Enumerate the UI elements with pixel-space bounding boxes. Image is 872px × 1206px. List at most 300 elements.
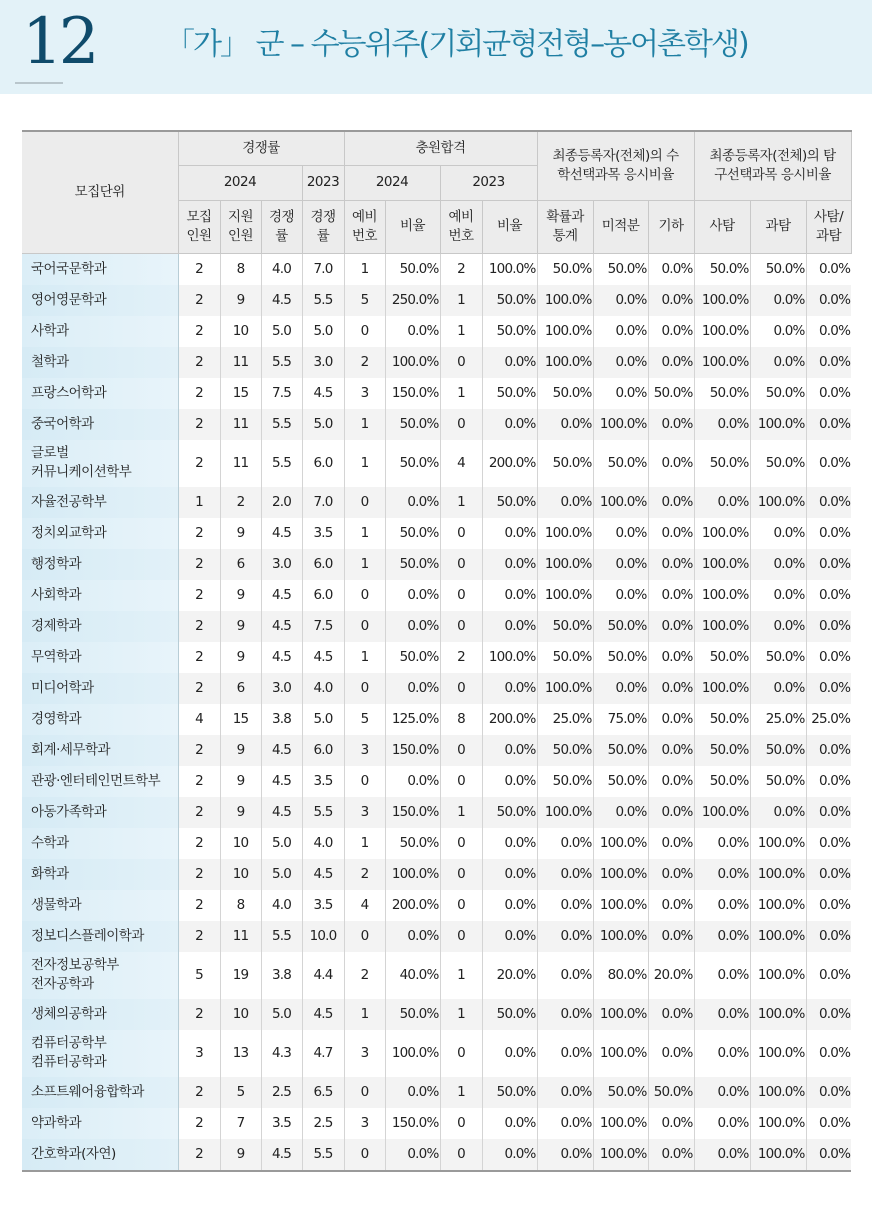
table-cell: 3.5 [302, 890, 344, 921]
table-cell: 100.0% [385, 1030, 440, 1077]
table-cell: 0.0% [750, 797, 806, 828]
table-cell: 9 [220, 797, 261, 828]
table-cell: 50.0% [385, 642, 440, 673]
table-cell: 3.8 [261, 952, 302, 999]
unit-name: 글로벌 커뮤니케이션학부 [22, 440, 178, 487]
table-cell: 40.0% [385, 952, 440, 999]
table-cell: 2.5 [261, 1077, 302, 1108]
table-row [22, 859, 851, 890]
table-cell: 250.0% [385, 285, 440, 316]
table-cell: 6.0 [302, 580, 344, 611]
table-cell: 50.0% [385, 253, 440, 285]
unit-name: 생물학과 [22, 890, 178, 921]
table-cell: 0.0% [806, 347, 851, 378]
table-row [22, 549, 851, 580]
table-cell: 4.5 [261, 1139, 302, 1171]
table-cell: 10 [220, 828, 261, 859]
subheader-12: 과탐 [750, 200, 806, 253]
table-cell: 2.0 [261, 487, 302, 518]
table-cell: 2 [178, 859, 220, 890]
table-cell: 0.0% [648, 704, 694, 735]
table-cell: 50.0% [593, 253, 648, 285]
table-cell: 150.0% [385, 1108, 440, 1139]
table-cell: 5.5 [261, 921, 302, 952]
subheader-0: 모집 인원 [178, 200, 220, 253]
table-cell: 5.5 [302, 1139, 344, 1171]
table-cell: 13 [220, 1030, 261, 1077]
table-cell: 0.0% [648, 673, 694, 704]
table-cell: 5 [220, 1077, 261, 1108]
table-cell: 2 [178, 1077, 220, 1108]
table-cell: 0.0% [806, 440, 851, 487]
table-cell: 2 [178, 1139, 220, 1171]
table-cell: 200.0% [385, 890, 440, 921]
table-cell: 9 [220, 611, 261, 642]
table-cell: 50.0% [385, 518, 440, 549]
table-cell: 100.0% [593, 1139, 648, 1171]
table-cell: 0 [440, 611, 482, 642]
subheader-3: 경쟁 률 [302, 200, 344, 253]
table-cell: 0.0% [385, 487, 440, 518]
table-cell: 50.0% [648, 378, 694, 409]
table-cell: 4.4 [302, 952, 344, 999]
table-cell: 8 [220, 253, 261, 285]
table-cell: 0.0% [385, 316, 440, 347]
table-cell: 0.0% [694, 952, 750, 999]
table-cell: 11 [220, 409, 261, 440]
table-cell: 0.0% [694, 1030, 750, 1077]
table-cell: 2 [178, 828, 220, 859]
table-cell: 5.0 [302, 704, 344, 735]
table-cell: 100.0% [750, 999, 806, 1030]
table-cell: 100.0% [750, 921, 806, 952]
table-cell: 1 [344, 409, 385, 440]
table-cell: 0.0% [648, 409, 694, 440]
table-cell: 5.0 [302, 316, 344, 347]
table-cell: 20.0% [482, 952, 537, 999]
table-row [22, 1108, 851, 1139]
table-cell: 4.5 [261, 642, 302, 673]
table-cell: 7.5 [302, 611, 344, 642]
table-cell: 2 [344, 952, 385, 999]
table-cell: 2 [178, 378, 220, 409]
table-cell: 0.0% [648, 828, 694, 859]
table-cell: 1 [344, 642, 385, 673]
table-cell: 0.0% [593, 549, 648, 580]
table-cell: 0.0% [648, 642, 694, 673]
table-cell: 2 [178, 642, 220, 673]
subheader-5: 비율 [385, 200, 440, 253]
table-cell: 0.0% [385, 580, 440, 611]
table-cell: 0.0% [694, 487, 750, 518]
table-cell: 7.0 [302, 253, 344, 285]
table-cell: 9 [220, 1139, 261, 1171]
table-cell: 6.0 [302, 735, 344, 766]
table-cell: 2 [178, 253, 220, 285]
table-cell: 10 [220, 859, 261, 890]
table-cell: 5.0 [261, 316, 302, 347]
table-cell: 50.0% [750, 440, 806, 487]
table-cell: 100.0% [694, 797, 750, 828]
table-cell: 0.0% [593, 347, 648, 378]
table-cell: 100.0% [593, 1108, 648, 1139]
table-cell: 0.0% [648, 1108, 694, 1139]
table-cell: 0.0% [648, 859, 694, 890]
table-cell: 50.0% [385, 549, 440, 580]
table-cell: 3 [344, 797, 385, 828]
table-cell: 1 [344, 518, 385, 549]
table-cell: 0.0% [648, 1030, 694, 1077]
table-cell: 0.0% [750, 673, 806, 704]
table-cell: 0 [440, 518, 482, 549]
table-cell: 2 [178, 890, 220, 921]
table-cell: 0 [344, 1139, 385, 1171]
table-cell: 0.0% [385, 1139, 440, 1171]
table-cell: 0.0% [482, 890, 537, 921]
table-cell: 0.0% [482, 1030, 537, 1077]
table-cell: 2 [178, 440, 220, 487]
table-cell: 4 [344, 890, 385, 921]
table-cell: 4 [178, 704, 220, 735]
table-cell: 0.0% [482, 611, 537, 642]
table-cell: 3.0 [261, 673, 302, 704]
table-cell: 150.0% [385, 735, 440, 766]
table-cell: 50.0% [482, 999, 537, 1030]
table-cell: 100.0% [750, 952, 806, 999]
table-cell: 100.0% [750, 1030, 806, 1077]
table-cell: 0.0% [385, 1077, 440, 1108]
table-cell: 150.0% [385, 797, 440, 828]
table-cell: 0.0% [537, 409, 593, 440]
table-cell: 50.0% [482, 487, 537, 518]
table-cell: 50.0% [750, 735, 806, 766]
table-cell: 5.5 [261, 347, 302, 378]
header-banner [0, 0, 872, 94]
table-cell: 50.0% [385, 828, 440, 859]
subheader-9: 미적분 [593, 200, 648, 253]
header-inquiry-ratio: 최종등록자(전체)의 탐구선택과목 응시비율 [694, 131, 851, 200]
table-cell: 0 [440, 1139, 482, 1171]
table-cell: 50.0% [694, 253, 750, 285]
table-cell: 0.0% [806, 952, 851, 999]
table-cell: 15 [220, 378, 261, 409]
table-cell: 0.0% [385, 921, 440, 952]
table-cell: 2 [178, 347, 220, 378]
table-cell: 100.0% [694, 549, 750, 580]
table-cell: 100.0% [750, 1108, 806, 1139]
table-row [22, 1030, 851, 1077]
table-cell: 15 [220, 704, 261, 735]
table-cell: 0.0% [648, 999, 694, 1030]
table-cell: 4.5 [261, 518, 302, 549]
table-cell: 100.0% [694, 316, 750, 347]
table-cell: 4.7 [302, 1030, 344, 1077]
table-cell: 25.0% [806, 704, 851, 735]
table-cell: 0.0% [482, 859, 537, 890]
header-competition: 경쟁률 [178, 131, 344, 165]
table-cell: 10.0 [302, 921, 344, 952]
table-cell: 5.5 [261, 409, 302, 440]
table-cell: 50.0% [385, 440, 440, 487]
unit-name: 사학과 [22, 316, 178, 347]
table-cell: 50.0% [750, 642, 806, 673]
table-row [22, 1139, 851, 1171]
table-cell: 2 [178, 999, 220, 1030]
table-cell: 50.0% [750, 378, 806, 409]
table-cell: 5 [178, 952, 220, 999]
unit-name: 영어영문학과 [22, 285, 178, 316]
table-cell: 100.0% [537, 316, 593, 347]
table-cell: 1 [440, 285, 482, 316]
table-cell: 0.0% [593, 378, 648, 409]
table-cell: 100.0% [593, 487, 648, 518]
table-cell: 80.0% [593, 952, 648, 999]
table-cell: 0.0% [806, 378, 851, 409]
table-cell: 100.0% [750, 1077, 806, 1108]
table-row [22, 285, 851, 316]
table-cell: 2 [344, 347, 385, 378]
table-cell: 50.0% [482, 285, 537, 316]
unit-name: 전자정보공학부 전자공학과 [22, 952, 178, 999]
table-cell: 8 [220, 890, 261, 921]
table-cell: 0.0% [694, 921, 750, 952]
table-cell: 6.0 [302, 549, 344, 580]
subheader-4: 예비 번호 [344, 200, 385, 253]
table-cell: 10 [220, 999, 261, 1030]
unit-name: 국어국문학과 [22, 253, 178, 285]
table-cell: 100.0% [385, 859, 440, 890]
table-cell: 50.0% [482, 1077, 537, 1108]
unit-name: 행정학과 [22, 549, 178, 580]
subheader-7: 비율 [482, 200, 537, 253]
header-math-ratio: 최종등록자(전체)의 수학선택과목 응시비율 [537, 131, 694, 200]
table-cell: 0 [440, 1108, 482, 1139]
table-row [22, 766, 851, 797]
table-cell: 0.0% [482, 580, 537, 611]
table-cell: 0 [344, 921, 385, 952]
table-cell: 4.0 [261, 890, 302, 921]
table-cell: 0.0% [648, 1139, 694, 1171]
table-cell: 0.0% [694, 1108, 750, 1139]
table-cell: 2 [440, 642, 482, 673]
table-cell: 200.0% [482, 440, 537, 487]
table-cell: 3.8 [261, 704, 302, 735]
table-cell: 100.0% [593, 859, 648, 890]
unit-name: 사회학과 [22, 580, 178, 611]
table-cell: 3.5 [261, 1108, 302, 1139]
table-cell: 0 [344, 611, 385, 642]
table-cell: 4.5 [302, 859, 344, 890]
table-cell: 0.0% [593, 285, 648, 316]
table-cell: 4.5 [302, 642, 344, 673]
unit-name: 정치외교학과 [22, 518, 178, 549]
table-cell: 100.0% [750, 1139, 806, 1171]
table-cell: 25.0% [537, 704, 593, 735]
table-cell: 50.0% [537, 253, 593, 285]
header-comp-2023: 2023 [302, 165, 344, 200]
table-cell: 0.0% [806, 1077, 851, 1108]
table-cell: 0 [440, 347, 482, 378]
table-cell: 100.0% [694, 518, 750, 549]
table-cell: 50.0% [593, 735, 648, 766]
table-cell: 2 [178, 611, 220, 642]
table-cell: 50.0% [537, 440, 593, 487]
table-cell: 3 [178, 1030, 220, 1077]
table-cell: 50.0% [385, 999, 440, 1030]
table-cell: 0.0% [648, 611, 694, 642]
table-cell: 6 [220, 673, 261, 704]
table-cell: 25.0% [750, 704, 806, 735]
table-cell: 100.0% [385, 347, 440, 378]
table-cell: 6.5 [302, 1077, 344, 1108]
table-cell: 0.0% [806, 316, 851, 347]
table-cell: 50.0% [694, 766, 750, 797]
unit-name: 경제학과 [22, 611, 178, 642]
table-cell: 0.0% [750, 518, 806, 549]
table-cell: 0.0% [537, 890, 593, 921]
table-cell: 50.0% [593, 1077, 648, 1108]
table-cell: 0 [440, 828, 482, 859]
header-add-2023: 2023 [440, 165, 537, 200]
table-cell: 0.0% [385, 766, 440, 797]
table-cell: 100.0% [537, 580, 593, 611]
unit-name: 무역학과 [22, 642, 178, 673]
table-cell: 100.0% [694, 347, 750, 378]
table-cell: 2 [178, 766, 220, 797]
table-cell: 9 [220, 766, 261, 797]
table-cell: 50.0% [750, 766, 806, 797]
table-cell: 10 [220, 316, 261, 347]
unit-name: 소프트웨어융합학과 [22, 1077, 178, 1108]
table-cell: 3.0 [261, 549, 302, 580]
table-cell: 0.0% [648, 347, 694, 378]
table-cell: 2 [178, 580, 220, 611]
table-cell: 0.0% [648, 316, 694, 347]
unit-name: 자율전공학부 [22, 487, 178, 518]
table-cell: 200.0% [482, 704, 537, 735]
header-comp-2024: 2024 [178, 165, 302, 200]
table-cell: 1 [440, 487, 482, 518]
table-cell: 0 [440, 859, 482, 890]
table-cell: 100.0% [482, 253, 537, 285]
table-cell: 50.0% [694, 735, 750, 766]
table-cell: 0.0% [482, 409, 537, 440]
table-cell: 100.0% [750, 828, 806, 859]
table-cell: 0.0% [648, 735, 694, 766]
table-row [22, 518, 851, 549]
table-cell: 1 [440, 378, 482, 409]
table-cell: 50.0% [385, 409, 440, 440]
table-cell: 0.0% [537, 952, 593, 999]
table-cell: 0 [344, 316, 385, 347]
table-cell: 0.0% [750, 285, 806, 316]
table-cell: 0.0% [806, 999, 851, 1030]
table-cell: 50.0% [694, 378, 750, 409]
table-cell: 0.0% [537, 1077, 593, 1108]
table-cell: 100.0% [593, 890, 648, 921]
table-row [22, 611, 851, 642]
table-cell: 0.0% [806, 285, 851, 316]
table-cell: 0.0% [593, 316, 648, 347]
table-cell: 50.0% [593, 642, 648, 673]
table-cell: 2 [178, 285, 220, 316]
table-cell: 0.0% [806, 611, 851, 642]
table-cell: 100.0% [537, 797, 593, 828]
table-cell: 0.0% [694, 828, 750, 859]
table-cell: 2 [440, 253, 482, 285]
table-cell: 0.0% [648, 440, 694, 487]
table-cell: 0.0% [694, 999, 750, 1030]
table-cell: 0 [440, 409, 482, 440]
table-cell: 1 [440, 797, 482, 828]
table-cell: 0.0% [537, 859, 593, 890]
table-cell: 2 [178, 797, 220, 828]
table-row [22, 487, 851, 518]
table-row [22, 673, 851, 704]
table-cell: 5.5 [302, 797, 344, 828]
table-cell: 2 [178, 735, 220, 766]
table-cell: 0.0% [648, 487, 694, 518]
table-cell: 0.0% [648, 797, 694, 828]
table-cell: 3.5 [302, 518, 344, 549]
table-cell: 7.0 [302, 487, 344, 518]
table-cell: 50.0% [537, 766, 593, 797]
subheader-13: 사탐/ 과탐 [806, 200, 851, 253]
table-cell: 3 [344, 1108, 385, 1139]
table-row [22, 642, 851, 673]
table-cell: 0.0% [482, 1139, 537, 1171]
table-row [22, 1077, 851, 1108]
table-cell: 0.0% [482, 673, 537, 704]
subheader-11: 사탐 [694, 200, 750, 253]
table-cell: 50.0% [593, 611, 648, 642]
table-cell: 0.0% [806, 549, 851, 580]
table-cell: 0.0% [806, 859, 851, 890]
table-cell: 0 [344, 673, 385, 704]
table-cell: 0 [440, 549, 482, 580]
table-cell: 0.0% [482, 735, 537, 766]
table-cell: 50.0% [537, 378, 593, 409]
table-cell: 1 [178, 487, 220, 518]
table-cell: 4.5 [261, 797, 302, 828]
table-cell: 0.0% [806, 1139, 851, 1171]
table-cell: 4.0 [302, 828, 344, 859]
subheader-1: 지원 인원 [220, 200, 261, 253]
table-cell: 3 [344, 378, 385, 409]
table-row [22, 378, 851, 409]
table-cell: 0.0% [806, 580, 851, 611]
table-cell: 100.0% [537, 673, 593, 704]
table-cell: 0.0% [806, 828, 851, 859]
table-cell: 2 [178, 1108, 220, 1139]
table-row [22, 704, 851, 735]
table-cell: 0.0% [482, 921, 537, 952]
table-cell: 100.0% [482, 642, 537, 673]
table-cell: 0.0% [482, 1108, 537, 1139]
table-cell: 0.0% [537, 1139, 593, 1171]
table-cell: 11 [220, 440, 261, 487]
table-cell: 4.5 [261, 580, 302, 611]
table-cell: 6.0 [302, 440, 344, 487]
table-cell: 100.0% [694, 673, 750, 704]
table-cell: 5 [344, 704, 385, 735]
table-cell: 5 [344, 285, 385, 316]
table-cell: 4.5 [261, 766, 302, 797]
table-cell: 0 [344, 580, 385, 611]
table-cell: 9 [220, 735, 261, 766]
table-cell: 0.0% [806, 253, 851, 285]
table-cell: 5.0 [261, 828, 302, 859]
